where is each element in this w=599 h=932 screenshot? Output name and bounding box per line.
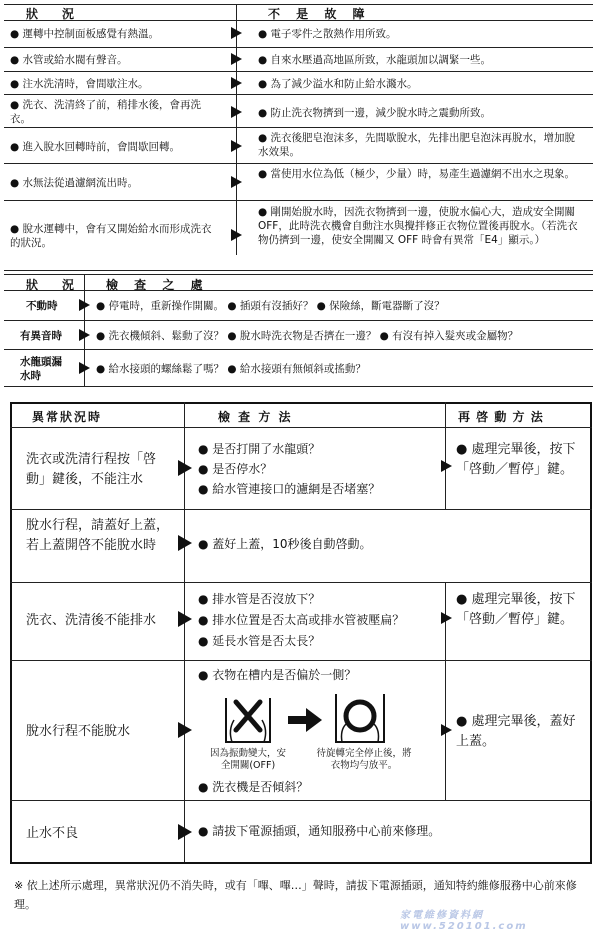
- table1-row-right: ● 為了減少溢水和防止給水濺水。: [258, 78, 418, 90]
- table3-row-check: ● 排水管是否沒放下？: [198, 592, 321, 606]
- table3-row-restart: ● 處理完畢後，蓋好上蓋。: [456, 714, 576, 749]
- triangle-arrow-icon: [231, 229, 242, 241]
- watermark: 家電維修資料網 www.520101.com: [400, 910, 528, 932]
- table1-head-left: 狀 況: [26, 7, 81, 21]
- triangle-arrow-icon: [441, 460, 452, 472]
- table2-head-right: 檢 查 之 處: [106, 278, 209, 292]
- table3-row-condition: 脫水行程不能脫水: [26, 724, 131, 739]
- table3-row-condition: 洗衣、洗清後不能排水: [26, 613, 157, 628]
- triangle-arrow-icon: [178, 460, 192, 476]
- triangle-arrow-icon: [231, 140, 242, 152]
- table2-row-right: ● 給水接頭的螺絲鬆了嗎？ ● 給水接頭有無傾斜或搖動？: [96, 363, 366, 375]
- triangle-arrow-icon: [178, 722, 192, 738]
- table1-row-left: ● 進入脫水回轉時前，會間歇回轉。: [10, 141, 180, 153]
- x-mark-icon: [226, 698, 270, 742]
- table1-row-left: ● 運轉中控制面板感覺有熱溫。: [10, 28, 159, 40]
- table1-row-right: ● 當使用水位為低（極少，少量）時，易產生過濾網不出水之現象。: [258, 168, 575, 180]
- footnote: ※ 依上述所示處理，異常狀況仍不消失時，或有「嗶、嗶…」聲時，請拔下電源插頭，通知特約維修服務中心前來修理。: [14, 879, 577, 911]
- table3-row-check: ● 是否打開了水龍頭？: [198, 442, 321, 456]
- table2-row-right: ● 洗衣機傾斜、鬆動了沒？ ● 脫水時洗衣物是否擠在一邊？ ● 有沒有掉入髮夾或金屬物？: [96, 330, 519, 342]
- triangle-arrow-icon: [231, 77, 242, 89]
- table3-row-condition: 洗衣或洗清行程按「啓動」鍵後，不能注水: [26, 452, 157, 487]
- triangle-arrow-icon: [79, 329, 90, 341]
- circle-tub-icon: [336, 694, 384, 742]
- table3-row-check: ● 給水管連接口的濾網是否堵塞？: [198, 482, 381, 496]
- table3-row-check: ● 衣物在槽内是否偏於一側？: [198, 668, 357, 682]
- table3-row-condition: 止水不良: [26, 826, 79, 841]
- illustration-caption-left: 因為振動變大，安全開關(OFF): [209, 748, 286, 771]
- triangle-arrow-icon: [79, 299, 90, 311]
- triangle-arrow-icon: [178, 535, 192, 551]
- table3-row-check: ● 排水位置是否太高或排水管被壓扁？: [198, 613, 405, 627]
- triangle-arrow-icon: [231, 176, 242, 188]
- table1-row-right: ● 自來水壓過高地區所致，水龍頭加以調緊一些。: [258, 54, 491, 66]
- triangle-arrow-icon: [231, 106, 242, 118]
- triangle-arrow-icon: [178, 611, 192, 627]
- table3-row-restart: ● 處理完畢後，按下「啓動／暫停」鍵。: [456, 442, 576, 477]
- triangle-arrow-icon: [441, 724, 452, 736]
- triangle-arrow-icon: [178, 824, 192, 840]
- table3-row-check: ● 延長水管是否太長？: [198, 634, 321, 648]
- triangle-arrow-icon: [231, 53, 242, 65]
- table3-row-condition: 脫水行程，請蓋好上蓋，若上蓋開啓不能脫水時: [26, 518, 170, 553]
- tub-illustration: [218, 690, 398, 750]
- triangle-arrow-icon: [441, 612, 452, 624]
- arrow-right-icon: [288, 708, 322, 732]
- table1-row-left: ● 洗衣、洗清終了前，稍排水後，會再洗衣。: [10, 99, 201, 125]
- table1-row-left: ● 脫水運轉中，會有又開始給水而形成洗衣的狀況。: [10, 223, 212, 249]
- table1-head-right: 不 是 故 障: [268, 7, 371, 21]
- illustration-caption-right: 待旋轉完全停止後，將衣物均勻放平。: [316, 748, 412, 771]
- table1-row-left: ● 水管或給水閥有聲音。: [10, 54, 128, 66]
- table1-row-right: ● 剛開始脫水時，因洗衣物擠到一邊，使脫水偏心大，造成安全開關 OFF，此時洗衣機會自動注水與攪拌修正衣物位置後再脫水。（若洗衣物仍擠到一邊，使安全開關又 OFF 時會有異常「E4」顯示。）: [258, 206, 578, 246]
- table2-row-right: ● 停電時，重新操作開關。 ● 插頭有沒插好？ ● 保險絲，斷電器斷了沒？: [96, 300, 445, 312]
- triangle-arrow-icon: [79, 362, 90, 374]
- table3-row-restart: ● 處理完畢後，按下「啓動／暫停」鍵。: [456, 592, 576, 627]
- table3-head-col2: 檢 查 方 法: [218, 410, 293, 424]
- table3-row-check: ● 是否停水？: [198, 462, 273, 476]
- table3-head-col3: 再 啓 動 方 法: [458, 410, 544, 424]
- table2-row-left: 有異音時: [20, 330, 62, 342]
- table1-row-right: ● 防止洗衣物擠到一邊，減少脫水時之震動所致。: [258, 107, 491, 119]
- table1-row-right: ● 電子零件之散熱作用所致。: [258, 28, 397, 40]
- table1-row-right: ● 洗衣後肥皂泡沫多，先間歇脫水，先排出肥皂泡沫再脫水，增加脫水效果。: [258, 132, 575, 158]
- table1-row-left: ● 水無法從過濾網流出時。: [10, 177, 138, 189]
- table2-row-left: 不動時: [26, 300, 58, 312]
- table2-head-left: 狀 況: [26, 278, 81, 292]
- table2-row-left: 水龍頭漏水時: [20, 356, 62, 382]
- table3-row-check: ● 請拔下電源插頭，通知服務中心前來修理。: [198, 824, 441, 838]
- table3-head-col1: 異常狀況時: [32, 410, 103, 424]
- table3-row-check: ● 洗衣機是否傾斜？: [198, 780, 309, 794]
- triangle-arrow-icon: [231, 27, 242, 39]
- table1-row-left: ● 注水洗清時，會間歇注水。: [10, 78, 149, 90]
- table3-row-check: ● 蓋好上蓋，10秒後自動啓動。: [198, 537, 372, 551]
